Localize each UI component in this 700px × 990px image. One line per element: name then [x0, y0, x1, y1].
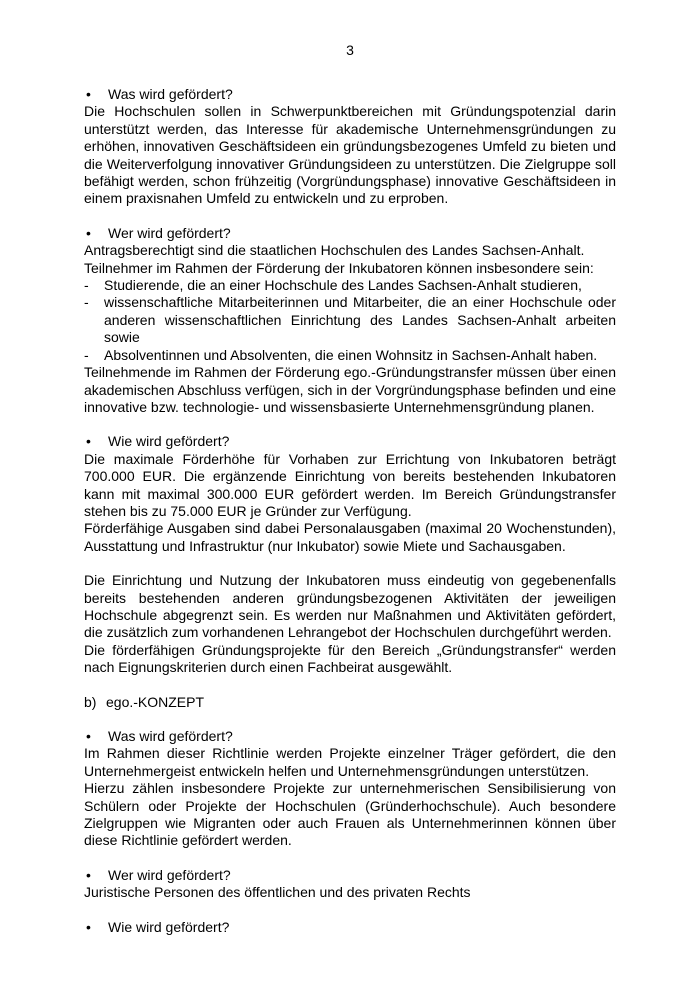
- paragraph: Förderfähige Ausgaben sind dabei Personalausgaben (maximal 20 Wochenstunden), Ausstattung und Infrastruktur (nur Inkubator) sowie Miete und Sachausgaben.: [84, 520, 616, 554]
- page-number: 3: [346, 42, 354, 58]
- question-text: Wie wird gefördert?: [108, 918, 230, 935]
- list-item-text: Studierende, die an einer Hochschule des Landes Sachsen-Anhalt studieren,: [104, 277, 582, 294]
- bullet-icon: •: [86, 224, 91, 241]
- question-wie-b: [84, 919, 616, 936]
- bullet-icon: •: [86, 86, 91, 102]
- dash-marker: -: [84, 294, 89, 311]
- paragraph: Antragsberechtigt sind die staatlichen Hochschulen des Landes Sachsen-Anhalt.: [84, 242, 585, 259]
- question-text: Was wird gefördert?: [108, 86, 233, 102]
- question-text: Wie wird gefördert?: [108, 433, 230, 450]
- paragraph: Teilnehmer im Rahmen der Förderung der Inkubatoren können insbesondere sein:: [84, 259, 594, 276]
- paragraph: Teilnehmende im Rahmen der Förderung ego.-Gründungstransfer müssen über einen akademischen Abschluss verfügen, sich in der Vorgründungsphase befinden und eine innovative bzw. technologie- und wissensbasierte Unternehmensgründung planen.: [84, 364, 616, 415]
- question-wer-a: [84, 225, 616, 242]
- list-item-text: wissenschaftliche Mitarbeiterinnen und Mitarbeiter, die an einer Hochschule oder anderen wissenschaftlichen Einrichtung des Landes Sachsen-Anhalt arbeiten sowie: [104, 294, 616, 346]
- paragraph: Die förderfähigen Gründungsprojekte für den Bereich „Gründungstransfer“ werden nach Eignungskriterien durch einen Fachbeirat ausgewählt.: [84, 641, 616, 676]
- document-body: [84, 86, 616, 936]
- list-item: [84, 347, 616, 364]
- bullet-icon: •: [86, 918, 91, 935]
- paragraph: Die maximale Förderhöhe für Vorhaben zur Errichtung von Inkubatoren beträgt 700.000 EUR. Die ergänzende Einrichtung von bereits bestehenden Inkubatoren kann mit maximal 300.000 EUR gefördert werden. Im Bereich Gründungstransfer stehen bis zu 75.000 EUR je Gründer zur Verfügung.: [84, 450, 616, 519]
- bullet-icon: •: [86, 866, 91, 883]
- paragraph: Juristische Personen des öffentlichen und des privaten Rechts: [84, 884, 471, 901]
- section-label: b): [84, 693, 97, 710]
- dash-marker: -: [84, 346, 89, 363]
- section-title: ego.-KONZEPT: [106, 693, 205, 710]
- list-item: [84, 294, 616, 346]
- question-text: Wer wird gefördert?: [108, 866, 231, 883]
- question-wie-a: [84, 433, 616, 450]
- dash-marker: -: [84, 277, 89, 294]
- paragraph: Die Hochschulen sollen in Schwerpunktbereichen mit Gründungspotenzial darin unterstützt werden, das Interesse für akademische Unternehmensgründungen zu erhöhen, innovativen Geschäftsideen ein gründungsbezogenes Umfeld zu bieten und die Weiterverfolgung innovativer Gründungsideen zu unterstützen. Die Zielgruppe soll befähigt werden, schon frühzeitig (Vorgründungsphase) innovative Geschäftsideen in einem praxisnahen Umfeld zu entwickeln und zu erproben.: [84, 103, 616, 207]
- question-wer-b: [84, 867, 616, 884]
- bullet-icon: •: [86, 728, 91, 744]
- question-was-a: [84, 86, 616, 103]
- question-text: Wer wird gefördert?: [108, 224, 231, 241]
- question-was-b: [84, 728, 616, 745]
- list-item: [84, 277, 616, 294]
- list-item-text: Absolventinnen und Absolventen, die einen Wohnsitz in Sachsen-Anhalt haben.: [104, 346, 598, 363]
- paragraph: Hierzu zählen insbesondere Projekte zur unternehmerischen Sensibilisierung von Schülern oder Projekte der Hochschulen (Gründerhochschule). Auch besondere Zielgruppen wie Migranten oder auch Frauen als Unternehmerinnen können über diese Richtlinie gefördert werden.: [84, 780, 616, 849]
- question-text: Was wird gefördert?: [108, 728, 233, 744]
- paragraph: Die Einrichtung und Nutzung der Inkubatoren muss eindeutig von gegebenenfalls bereits bestehenden anderen gründungsbezogenen Aktivitäten der jeweiligen Hochschule abgegrenzt sein. Es werden nur Maßnahmen und Aktivitäten gefördert, die zusätzlich zum vorhandenen Lehrangebot der Hochschulen durchgeführt werden.: [84, 572, 616, 641]
- bullet-icon: •: [86, 433, 91, 450]
- section-heading: [84, 694, 616, 711]
- paragraph: Im Rahmen dieser Richtlinie werden Projekte einzelner Träger gefördert, die den Unternehmergeist entwickeln helfen und Unternehmensgründungen unterstützen.: [84, 745, 616, 779]
